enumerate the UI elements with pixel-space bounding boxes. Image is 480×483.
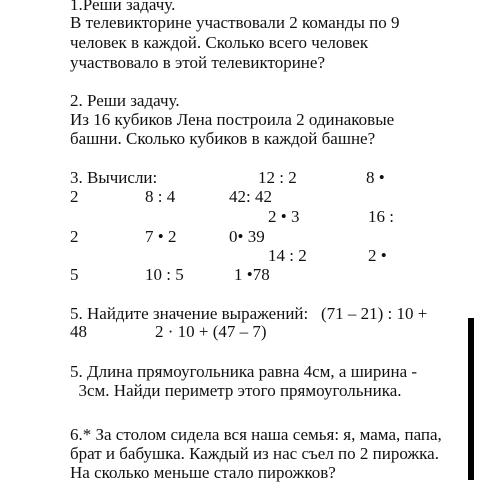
task5a-line-2b: 2 · 10 + (47 – 7) — [155, 322, 267, 341]
page-edge-bar — [468, 318, 474, 480]
task3-expr: 8 : 4 — [145, 187, 176, 206]
task5b-line-1: 5. Длина прямоугольника равна 4см, а ширина - — [70, 362, 418, 381]
task6-line-3: На сколько меньше стало пирожков? — [70, 463, 336, 482]
task1-line-2: человек в каждой. Сколько всего человек — [70, 33, 369, 52]
task1-line-3: участвовало в этой телевикторине? — [70, 53, 325, 72]
task3-expr: 1 •78 — [234, 265, 270, 284]
task5b-line-2: 3см. Найди периметр этого прямоугольника. — [70, 381, 402, 400]
task6-line-1: 6.* За столом сидела вся наша семья: я, мама, папа, — [70, 425, 442, 444]
task2-line-1: Из 16 кубиков Лена построила 2 одинаковые — [70, 110, 395, 129]
task1-heading: 1.Реши задачу. — [70, 0, 176, 14]
task3-expr: 2 — [70, 227, 79, 246]
task3-expr: 2 • — [368, 246, 387, 265]
task3-expr: 5 — [70, 265, 79, 284]
task3-expr: 7 • 2 — [145, 227, 177, 246]
task3-expr: 16 : — [368, 207, 394, 226]
task3-expr: 12 : 2 — [258, 168, 297, 187]
task6-line-2: брат и бабушка. Каждый из нас съел по 2 пирожка. — [70, 444, 439, 463]
task2-line-2: башни. Сколько кубиков в каждой башне? — [70, 129, 376, 148]
task3-label: 3. Вычисли: — [70, 168, 158, 187]
task3-expr: 10 : 5 — [145, 265, 184, 284]
task5a-line-1: 5. Найдите значение выражений: (71 – 21) : 10 + — [70, 304, 428, 323]
task3-expr: 2 — [70, 187, 79, 206]
task3-expr: 14 : 2 — [268, 246, 307, 265]
task3-expr: 2 • 3 — [268, 207, 300, 226]
task3-expr: 42: 42 — [229, 187, 272, 206]
task3-expr: 0• 39 — [229, 227, 265, 246]
task3-expr: 8 • — [366, 168, 385, 187]
task1-line-1: В телевикторине участвовали 2 команды по 9 — [70, 13, 400, 32]
task5a-line-2a: 48 — [70, 322, 87, 341]
task2-heading: 2. Реши задачу. — [70, 91, 180, 110]
